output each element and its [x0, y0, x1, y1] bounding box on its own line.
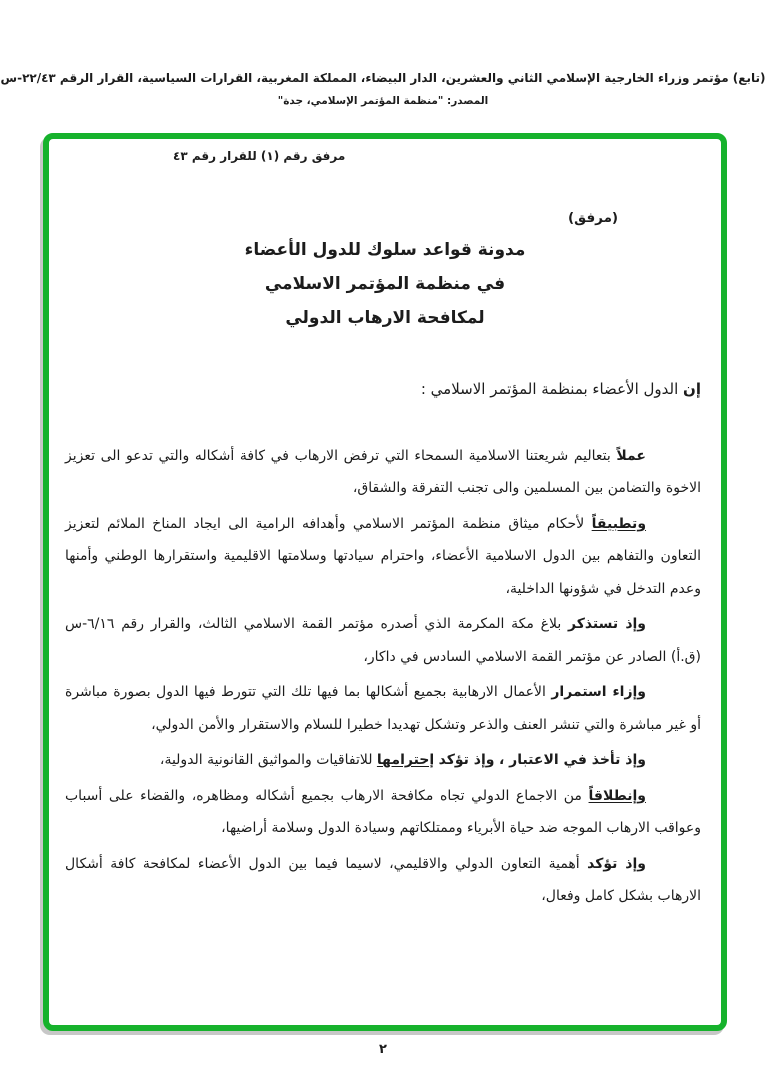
- text-segment: الأعمال الارهابية بجميع أشكالها بما فيها تلك التي تتورط فيها الدول بصورة مباشرة أو غير مباشرة والتي تنشر العنف والذعر وتشكل تهديدا خطيرا للسلام والاستقرار والأمن الدولي،: [65, 684, 701, 733]
- text-segment: للاتفاقيات والمواثيق القانونية الدولية،: [159, 752, 373, 768]
- attachment-label: (مرفق): [568, 210, 619, 226]
- preamble-paragraph: [65, 780, 701, 845]
- header-source-line: المصدر: "منظمة المؤتمر الإسلامي، جدة": [277, 95, 489, 107]
- text-segment: أهمية التعاون الدولي والاقليمي، لاسيما فيما بين الدول الأعضاء لمكافحة كافة أشكال الارهاب بشكل كامل وفعال،: [65, 855, 701, 904]
- text-segment: بتعاليم شريعتنا الاسلامية السمحاء التي ترفض الارهاب في كافة أشكاله والتي تدعو الى تعزيز الاخوة والتضامن بين المسلمين والى تجنب التفرقة والشقاق،: [65, 447, 701, 496]
- text-segment: وإنطلاقاً: [588, 787, 646, 804]
- preamble-paragraph: [65, 440, 701, 505]
- text-segment: وإذ تأخذ في الاعتبار ،: [498, 752, 646, 768]
- text-segment: بلاغ مكة المكرمة الذي أصدره مؤتمر القمة الاسلامي الثالث، والقرار رقم ٦/١٦-س (ق.أ) الصادر عن مؤتمر القمة الاسلامي السادس في داكار،: [65, 616, 701, 665]
- preamble-paragraph: [65, 848, 701, 913]
- text-segment: وإذ تستذكر: [567, 616, 647, 632]
- preamble-paragraph: [65, 508, 701, 606]
- annex-note: مرفق رقم (١) للقرار رقم ٤٣: [173, 149, 346, 163]
- text-segment: وتطبيقاً: [591, 515, 647, 532]
- title-line-3: لمكافحة الارهاب الدولي: [285, 308, 485, 328]
- text-segment: إن: [683, 380, 701, 398]
- title-line-1: مدونة قواعد سلوك للدول الأعضاء: [244, 240, 526, 260]
- text-segment: عملاً: [616, 447, 646, 464]
- header-citation-line: (تابع) مؤتمر وزراء الخارجية الإسلامي الثاني والعشرين، الدار البيضاء، المملكة المغربية، القرارات السياسية، القرار الرقم ٢٢/٤٣-س: [0, 71, 766, 85]
- opening-paragraph: [65, 373, 701, 406]
- document-header: [0, 68, 766, 109]
- preamble-paragraph: [65, 744, 701, 777]
- text-segment: إحترامها: [376, 752, 435, 768]
- text-segment: وإذ تؤكد: [438, 752, 495, 768]
- preamble-paragraph: [65, 608, 701, 673]
- document-title: [43, 233, 727, 335]
- preamble-paragraph: [65, 676, 701, 741]
- text-segment: من الاجماع الدولي تجاه مكافحة الارهاب بجميع أشكاله ومظاهره، والقضاء على أسباب وعواقب الارهاب الموجه ضد حياة الأبرياء وممتلكاتهم وسيادة الدول وسلامة أراضيها،: [65, 787, 701, 836]
- title-line-2: في منظمة المؤتمر الاسلامي: [264, 274, 506, 294]
- text-segment: لأحكام ميثاق منظمة المؤتمر الاسلامي وأهدافه الرامية الى ايجاد المناخ الملائم لتعزيز التعاون والتفاهم بين الدول الاسلامية الأعضاء، واحترام سيادتها وسلامتها الاقليمية واستقرارها الوطني وأمنها وعدم التدخل في شؤونها الداخلية،: [65, 515, 701, 597]
- page-number: ٢: [379, 1042, 387, 1057]
- text-segment: وإذ تؤكد: [587, 855, 646, 872]
- text-segment: وإزاء استمرار: [551, 684, 646, 700]
- document-body: [65, 373, 701, 913]
- text-segment: الدول الأعضاء بمنظمة المؤتمر الاسلامي :: [420, 380, 679, 398]
